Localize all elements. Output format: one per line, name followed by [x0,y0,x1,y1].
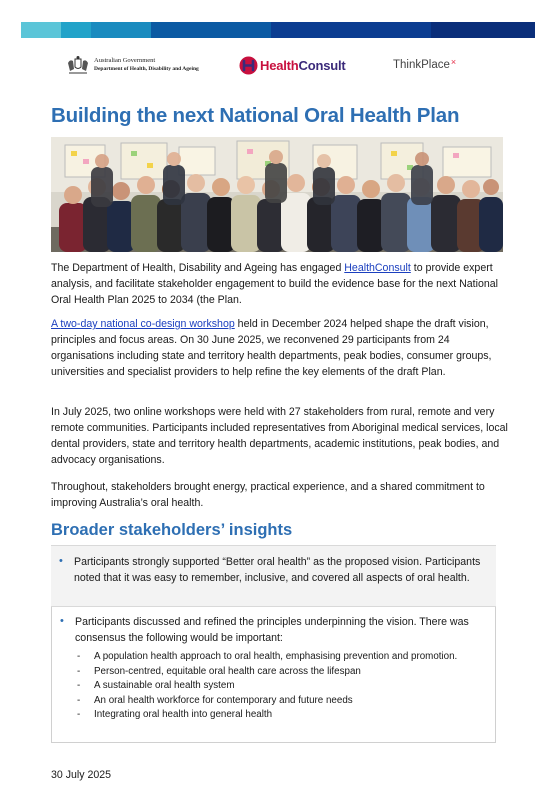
group-photo-image [51,137,503,252]
bar-segment [91,22,151,38]
dash-icon: - [77,709,81,720]
coat-of-arms-icon [66,55,90,75]
bullet-icon: • [60,615,64,627]
thinkplace-logo-text: ThinkPlace [393,59,450,71]
bar-segment [431,22,535,38]
insight-callout-principles [51,607,496,743]
principles-list [74,650,484,723]
logo-row [0,48,554,84]
co-design-workshop-link[interactable]: A two-day national co-design workshop [51,318,235,330]
bar-segment [271,22,431,38]
insight-vision-text: Participants strongly supported “Better oral health” as the proposed vision. Participants noted that it was easy to remember, inclusive, and covered all aspects of oral health. [74,556,481,584]
healthconsult-logo-part1: Health [260,58,299,73]
thinkplace-mark-icon: × [450,57,457,67]
insight-principles-text: Participants discussed and refined the principles underpinning the vision. There was consensus the following would be important: [75,616,469,644]
principle-text: A population health approach to oral health, emphasising prevention and promotion. [94,651,458,662]
group-photo-illustration [51,137,503,252]
principle-text: Person-centred, equitable oral health care across the lifespan [94,665,361,677]
bar-segment [151,22,271,38]
principle-text: An oral health workforce for contemporary and future needs [94,694,353,706]
healthconsult-logo [239,56,346,75]
gov-logo-line2: Department of Health, Disability and Ageing [94,66,199,72]
commitment-paragraph: Throughout, stakeholders brought energy, practical experience, and a shared commitment to improving Australia’s oral health. [51,481,485,509]
workshop-paragraph [51,316,511,380]
dash-icon: - [77,680,81,691]
principle-text: Integrating oral health into general health [94,709,273,720]
intro-paragraph [51,260,511,308]
dash-icon: - [77,665,81,677]
intro-text-end: to provide expert analysis, and facilitate stakeholder engagement to build the evidence base for the next National Oral Health Plan 2025 to 2034 (the Plan. [51,262,498,306]
bar-segment [21,22,61,38]
intro-text-start: The Department of Health, Disability and Ageing has engaged [51,262,345,274]
top-color-bar [21,22,535,38]
principle-item [74,650,484,665]
dash-icon: - [77,694,81,706]
bar-segment [61,22,91,38]
dash-icon: - [77,651,81,662]
principle-item [74,694,484,709]
healthconsult-mark-icon [239,56,258,75]
healthconsult-logo-part2: Consult [298,58,346,73]
principle-item [74,708,484,723]
principle-item [74,665,484,680]
workshop-text: held in December 2024 helped shape the draft vision, principles and focus areas. On 30 June 2025, we reconvened 29 participants from 24 organisations including state and territory health departments, peak bodies, consumer groups, universities and specialist providers to help refine the key elements of the draft Plan. [51,318,492,378]
insight-callout-vision [51,545,496,607]
gov-logo [66,55,199,75]
bullet-icon: • [59,555,63,567]
page-title: Building the next National Oral Health Plan [51,104,460,127]
footer-date: 30 July 2025 [51,769,112,781]
gov-logo-line1: Australian Government [94,57,156,64]
insights-heading: Broader stakeholders’ insights [51,521,293,539]
principle-item [74,679,484,694]
online-workshops-paragraph: In July 2025, two online workshops were held with 27 stakeholders from rural, remote and very remote communities. Participants included representatives from Aboriginal medical services, local dental providers, state and territory health departments, academic institutions, peak bodies, and advocacy organisations. [51,406,508,466]
principle-text: A sustainable oral health system [94,680,235,691]
healthconsult-link[interactable]: HealthConsult [344,262,411,274]
thinkplace-logo [393,59,456,71]
